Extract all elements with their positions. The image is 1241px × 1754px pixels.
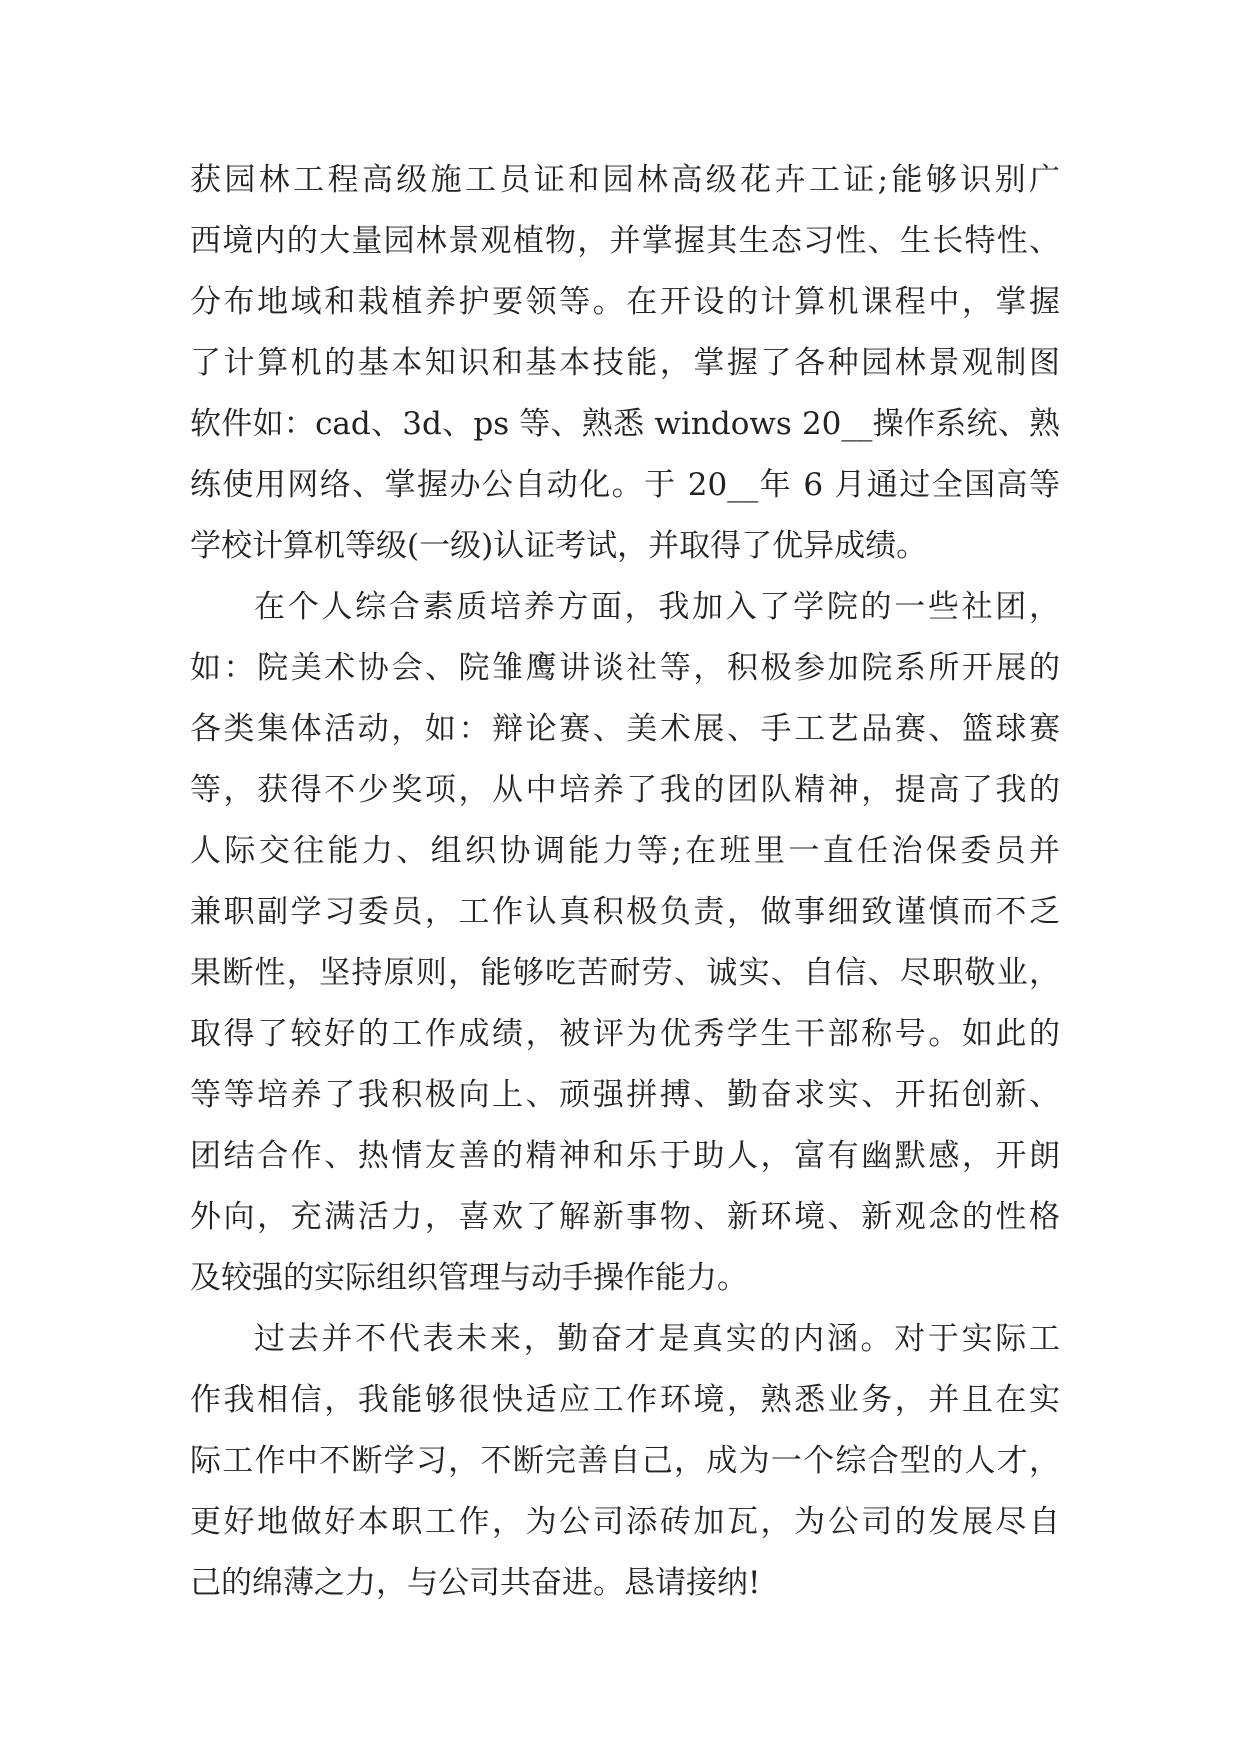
- text-line: 练使用网络、掌握办公自动化。于 20__年 6 月通过全国高等: [190, 467, 1060, 503]
- paragraph-1: [190, 150, 1060, 577]
- text-line: 及较强的实际组织管理与动手操作能力。: [190, 1260, 748, 1296]
- text-line: 取得了较好的工作成绩，被评为优秀学生干部称号。如此的: [190, 1016, 1060, 1052]
- text-line: 更好地做好本职工作，为公司添砖加瓦，为公司的发展尽自: [190, 1504, 1060, 1540]
- text-line: 各类集体活动，如：辩论赛、美术展、手工艺品赛、篮球赛: [190, 711, 1060, 747]
- paragraph-2: [190, 577, 1060, 1309]
- text-line: 如：院美术协会、院雏鹰讲谈社等，积极参加院系所开展的: [190, 650, 1060, 686]
- text-line: 外向，充满活力，喜欢了解新事物、新环境、新观念的性格: [190, 1199, 1060, 1235]
- text-line: 人际交往能力、组织协调能力等;在班里一直任治保委员并: [190, 833, 1060, 869]
- text-line: 际工作中不断学习，不断完善自己，成为一个综合型的人才，: [190, 1443, 1060, 1479]
- text-line: 分布地域和栽植养护要领等。在开设的计算机课程中，掌握: [190, 284, 1060, 320]
- text-line: 在个人综合素质培养方面，我加入了学院的一些社团，: [254, 589, 1060, 625]
- text-line: 果断性，坚持原则，能够吃苦耐劳、诚实、自信、尽职敬业，: [190, 955, 1060, 991]
- text-line: 等等培养了我积极向上、顽强拼搏、勤奋求实、开拓创新、: [190, 1077, 1060, 1113]
- text-line: 过去并不代表未来，勤奋才是真实的内涵。对于实际工: [254, 1321, 1060, 1357]
- text-line: 西境内的大量园林景观植物，并掌握其生态习性、生长特性、: [190, 223, 1060, 259]
- text-line: 己的绵薄之力，与公司共奋进。恳请接纳!: [190, 1565, 761, 1601]
- paragraph-3: [190, 1309, 1060, 1614]
- text-line: 软件如：cad、3d、ps 等、熟悉 windows 20__操作系统、熟: [190, 406, 1060, 442]
- document-body: [190, 150, 1060, 1614]
- text-line: 等，获得不少奖项，从中培养了我的团队精神，提高了我的: [190, 772, 1060, 808]
- text-line: 作我相信，我能够很快适应工作环境，熟悉业务，并且在实: [190, 1382, 1060, 1418]
- text-line: 获园林工程高级施工员证和园林高级花卉工证;能够识别广: [190, 162, 1060, 198]
- text-line: 兼职副学习委员，工作认真积极负责，做事细致谨慎而不乏: [190, 894, 1060, 930]
- text-line: 学校计算机等级(一级)认证考试，并取得了优异成绩。: [190, 528, 928, 564]
- text-line: 了计算机的基本知识和基本技能，掌握了各种园林景观制图: [190, 345, 1060, 381]
- text-line: 团结合作、热情友善的精神和乐于助人，富有幽默感，开朗: [190, 1138, 1060, 1174]
